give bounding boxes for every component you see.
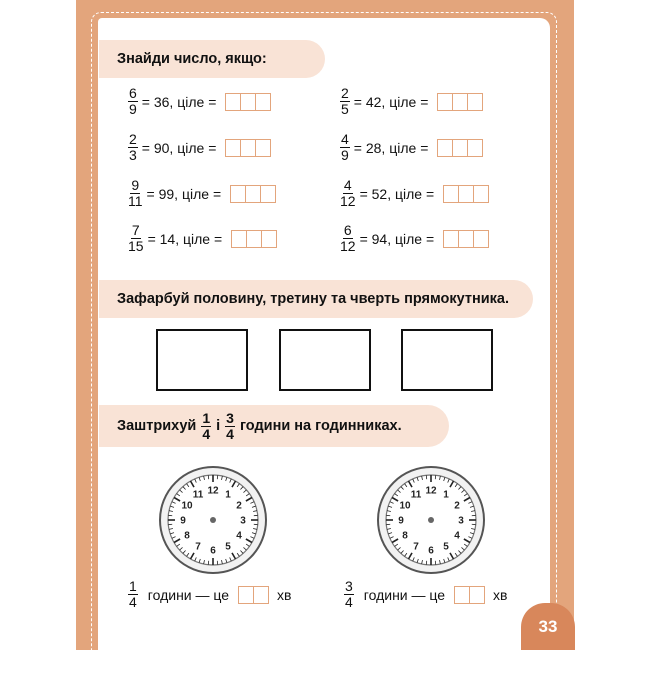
fraction-three-quarters	[225, 411, 235, 442]
clock-number: 1	[225, 490, 231, 501]
fraction-denominator: 15	[128, 239, 144, 254]
answer-boxes[interactable]	[231, 230, 277, 248]
section3-conjunction: і	[216, 418, 220, 434]
exercise-text: = 52, ціле =	[360, 186, 435, 202]
section3-title	[99, 405, 449, 447]
clock-number: 2	[236, 501, 242, 512]
answer-boxes[interactable]	[437, 139, 483, 157]
fraction-denominator: 4	[226, 427, 234, 442]
exercise-row	[340, 178, 489, 209]
exercise-row	[128, 86, 271, 117]
clock-number: 7	[195, 541, 201, 552]
answer-boxes[interactable]	[443, 185, 489, 203]
section1-title-text: Знайди число, якщо:	[117, 51, 267, 67]
answer-fraction	[344, 579, 354, 610]
clock-number: 8	[402, 531, 408, 542]
section2-title	[99, 280, 533, 318]
clock-number: 9	[398, 516, 404, 527]
answer-boxes[interactable]	[225, 139, 271, 157]
fraction-numerator: 9	[130, 178, 140, 194]
clock-face-1[interactable]	[158, 465, 268, 575]
clock-center	[428, 517, 434, 523]
clock-number: 4	[236, 531, 242, 542]
fraction-denominator: 4	[202, 427, 210, 442]
fraction-numerator: 1	[128, 579, 138, 595]
exercise-fraction	[128, 223, 144, 254]
exercise-row	[128, 132, 271, 163]
clock-number: 12	[207, 486, 219, 497]
clock-center	[210, 517, 216, 523]
fraction-denominator: 5	[341, 102, 349, 117]
clock-number: 3	[240, 516, 246, 527]
page-number	[521, 603, 575, 650]
answer-boxes[interactable]	[443, 230, 489, 248]
fraction-numerator: 7	[131, 223, 141, 239]
rectangle-quarter[interactable]	[401, 329, 493, 391]
page-number-text: 33	[539, 617, 558, 637]
answer-text: години — це	[364, 587, 445, 603]
clock-number: 6	[210, 546, 216, 557]
answer-unit: хв	[277, 587, 291, 603]
answer-text: години — це	[148, 587, 229, 603]
fraction-denominator: 12	[340, 239, 356, 254]
fraction-numerator: 2	[128, 132, 138, 148]
exercise-text: = 28, ціле =	[354, 140, 429, 156]
clock-number: 8	[184, 531, 190, 542]
fraction-numerator: 4	[343, 178, 353, 194]
exercise-fraction	[340, 178, 356, 209]
clock-number: 4	[454, 531, 460, 542]
exercise-fraction	[128, 86, 138, 117]
rectangle-third[interactable]	[279, 329, 371, 391]
clock-number: 2	[454, 501, 460, 512]
fraction-numerator: 6	[128, 86, 138, 102]
clock-number: 3	[458, 516, 464, 527]
clock-number: 10	[399, 501, 411, 512]
answer-boxes[interactable]	[437, 93, 483, 111]
minutes-answer-boxes[interactable]	[454, 586, 485, 604]
fraction-one-quarter	[201, 411, 211, 442]
fraction-denominator: 3	[129, 148, 137, 163]
fraction-denominator: 4	[345, 595, 353, 610]
exercise-row	[340, 223, 489, 254]
section3-title-post: години на годинниках.	[240, 418, 402, 434]
exercise-row	[340, 86, 483, 117]
fraction-numerator: 2	[340, 86, 350, 102]
clock-face-2[interactable]	[376, 465, 486, 575]
section2-title-text: Зафарбуй половину, третину та чверть прямокутника.	[117, 291, 509, 307]
fraction-denominator: 9	[129, 102, 137, 117]
fraction-numerator: 4	[340, 132, 350, 148]
exercise-fraction	[340, 223, 356, 254]
answer-unit: хв	[493, 587, 507, 603]
exercise-row	[128, 223, 277, 254]
fraction-numerator: 3	[225, 411, 235, 427]
exercise-text: = 94, ціле =	[360, 231, 435, 247]
fraction-denominator: 4	[129, 595, 137, 610]
exercise-text: = 90, ціле =	[142, 140, 217, 156]
clock-number: 7	[413, 541, 419, 552]
fraction-denominator: 9	[341, 148, 349, 163]
answer-fraction	[128, 579, 138, 610]
clock-number: 5	[443, 541, 449, 552]
clock-number: 11	[411, 490, 422, 501]
answer-row-2	[344, 579, 507, 610]
exercise-fraction	[340, 132, 350, 163]
rectangle-half[interactable]	[156, 329, 248, 391]
clock-number: 6	[428, 546, 434, 557]
exercise-row	[340, 132, 483, 163]
clock-number: 10	[181, 501, 193, 512]
fraction-numerator: 1	[201, 411, 211, 427]
exercise-fraction	[128, 178, 143, 209]
clock-number: 1	[443, 490, 449, 501]
exercise-fraction	[128, 132, 138, 163]
answer-row-1	[128, 579, 291, 610]
fraction-denominator: 12	[340, 194, 356, 209]
clock-number: 12	[425, 486, 437, 497]
fraction-numerator: 6	[343, 223, 353, 239]
exercise-text: = 14, ціле =	[148, 231, 223, 247]
clock-number: 9	[180, 516, 186, 527]
fraction-numerator: 3	[344, 579, 354, 595]
exercise-fraction	[340, 86, 350, 117]
section3-title-pre: Заштрихуй	[117, 418, 196, 434]
fraction-denominator: 11	[128, 194, 143, 209]
answer-boxes[interactable]	[230, 185, 276, 203]
exercise-text: = 36, ціле =	[142, 94, 217, 110]
clock-number: 11	[193, 490, 204, 501]
answer-boxes[interactable]	[225, 93, 271, 111]
exercise-text: = 99, ціле =	[147, 186, 222, 202]
exercise-text: = 42, ціле =	[354, 94, 429, 110]
exercise-row	[128, 178, 276, 209]
minutes-answer-boxes[interactable]	[238, 586, 269, 604]
clock-number: 5	[225, 541, 231, 552]
section1-title	[99, 40, 325, 78]
